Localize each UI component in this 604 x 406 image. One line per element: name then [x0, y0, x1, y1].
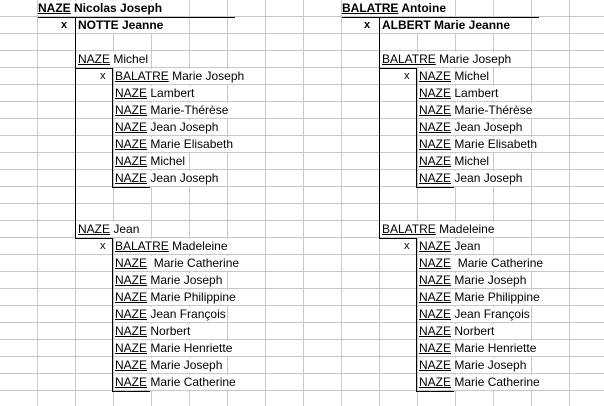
side-right-branch1-children-line [416, 85, 417, 188]
given-name: Jean Joseph [150, 171, 219, 185]
side-left-branch2-head[interactable] [78, 222, 139, 237]
surname: NAZE [115, 154, 148, 168]
given-name: Marie Elisabeth [454, 137, 538, 151]
surname: NAZE [115, 103, 148, 117]
side-right-branch2-child-6[interactable] [419, 358, 526, 373]
given-name: Marie Henriette [454, 341, 537, 355]
side-right-branch1-children-end-line [416, 187, 454, 188]
given-name: Marie-Thérèse [454, 103, 533, 117]
surname: NAZE [115, 324, 148, 338]
side-left-branch2-children-line [112, 255, 113, 392]
side-right-branch1-child-4[interactable] [419, 154, 489, 169]
given-name: Norbert [454, 324, 495, 338]
side-left-branch1-head-underline [75, 68, 113, 69]
side-left-branch1-child-0[interactable] [115, 86, 194, 101]
side-right-head[interactable] [342, 1, 446, 16]
given-name: Marie Joseph [172, 69, 245, 83]
side-left-branch2-head-underline [75, 238, 113, 239]
given-name: Jean Joseph [454, 120, 523, 134]
side-right-branch2-child-7[interactable] [419, 375, 540, 390]
side-right-branch2-connector-line [416, 238, 417, 256]
given-name: Marie Joseph [439, 52, 512, 66]
given-name: Marie Philippine [454, 290, 540, 304]
side-left-branch2-child-6[interactable] [115, 358, 222, 373]
surname: NAZE [115, 375, 148, 389]
given-name: Michel [150, 154, 186, 168]
given-name: Marie Joseph [150, 358, 223, 372]
side-left-branch2-child-4[interactable] [115, 324, 190, 339]
surname: NAZE [115, 171, 148, 185]
side-right-branch1-child-3[interactable] [419, 137, 537, 152]
surname: NAZE [115, 358, 148, 372]
surname: BALATRE [115, 69, 169, 83]
side-left-branch1-children-line [112, 85, 113, 188]
side-left-branch1-connector-line [112, 68, 113, 86]
given-name: Michel [113, 52, 149, 66]
side-left-branch1-children-end-line [112, 187, 150, 188]
side-left-branch2-child-0[interactable] [115, 256, 239, 271]
given-name: Marie Henriette [150, 341, 233, 355]
surname: NAZE [419, 358, 452, 372]
given-name: Madeleine [439, 222, 495, 236]
surname: NAZE [419, 324, 452, 338]
surname: NAZE [419, 120, 452, 134]
surname: NAZE [419, 69, 452, 83]
surname: NAZE [419, 103, 452, 117]
given-name: Marie Joseph [454, 273, 527, 287]
side-right-branch1-spouse[interactable] [419, 69, 489, 84]
surname: NAZE [115, 137, 148, 151]
side-left-trunk-line [75, 18, 76, 238]
side-right-branch2-child-0[interactable] [419, 256, 543, 271]
surname: NAZE [419, 86, 452, 100]
surname: NAZE [419, 375, 452, 389]
given-name: Michel [454, 69, 490, 83]
side-right-branch2-head[interactable] [382, 222, 495, 237]
side-right-branch1-child-1[interactable] [419, 103, 532, 118]
surname: NAZE [115, 273, 148, 287]
surname: NAZE [419, 137, 452, 151]
given-name: Antoine [401, 1, 446, 15]
side-right-branch1-child-2[interactable] [419, 120, 522, 135]
surname: BALATRE [342, 1, 399, 15]
side-right-branch2-children-line [416, 255, 417, 392]
side-left-branch2-child-3[interactable] [115, 307, 226, 322]
surname: NAZE [419, 341, 452, 355]
side-left-branch1-spouse-mark: x [100, 70, 106, 82]
side-right-branch2-spouse-mark: x [404, 240, 410, 252]
given-name: Jean François [150, 307, 226, 321]
surname: NAZE [419, 290, 452, 304]
surname: NAZE [419, 273, 452, 287]
given-name: Jean [454, 239, 481, 253]
side-left-branch2-spouse[interactable] [115, 239, 228, 254]
given-name: Madeleine [172, 239, 228, 253]
side-right-branch2-head-underline [379, 238, 417, 239]
given-name: Marie Catherine [150, 375, 236, 389]
given-name: Marie Catherine [150, 256, 240, 270]
side-right-branch1-connector-line [416, 68, 417, 86]
given-name: Lambert [150, 86, 195, 100]
surname: NAZE [78, 52, 111, 66]
side-left-branch2-child-1[interactable] [115, 273, 222, 288]
side-right-branch2-children-end-line [416, 391, 454, 392]
side-right-branch1-spouse-mark: x [404, 70, 410, 82]
surname: NAZE [115, 307, 148, 321]
side-left-branch1-child-2[interactable] [115, 120, 218, 135]
side-left-branch2-children-end-line [112, 391, 150, 392]
given-name: Jean Joseph [150, 120, 219, 134]
side-right-branch2-child-4[interactable] [419, 324, 494, 339]
surname: NAZE [115, 86, 148, 100]
surname: NAZE [419, 171, 452, 185]
given-name: Lambert [454, 86, 499, 100]
side-left-branch2-child-2[interactable] [115, 290, 236, 305]
surname: BALATRE [382, 222, 436, 236]
side-left-branch2-spouse-mark: x [100, 240, 106, 252]
side-right-branch1-head[interactable] [382, 52, 511, 67]
side-right-branch1-child-0[interactable] [419, 86, 498, 101]
side-right-branch2-child-5[interactable] [419, 341, 536, 356]
side-left-branch1-spouse[interactable] [115, 69, 244, 84]
given-name: Marie Elisabeth [150, 137, 234, 151]
given-name: Jean François [454, 307, 530, 321]
given-name: Marie Catherine [454, 256, 544, 270]
side-left-branch2-child-7[interactable] [115, 375, 236, 390]
surname: NAZE [419, 307, 452, 321]
surname: BALATRE [382, 52, 436, 66]
surname: NAZE [419, 154, 452, 168]
surname: BALATRE [115, 239, 169, 253]
given-name: Marie Philippine [150, 290, 236, 304]
surname: NAZE [419, 256, 452, 270]
side-left-head[interactable] [38, 1, 162, 16]
side-right-branch2-spouse[interactable] [419, 239, 480, 254]
side-right-branch2-child-1[interactable] [419, 273, 526, 288]
side-right-spouse-mark: x [364, 19, 371, 31]
side-right-spouse-name: ALBERT Marie Jeanne [382, 18, 511, 32]
side-left-spouse-name: NOTTE Jeanne [78, 18, 164, 32]
side-right-branch1-head-underline [379, 68, 417, 69]
surname: NAZE [38, 1, 71, 15]
surname: NAZE [115, 290, 148, 304]
surname: NAZE [78, 222, 111, 236]
side-left-branch2-connector-line [112, 238, 113, 256]
surname: NAZE [419, 239, 452, 253]
given-name: Norbert [150, 324, 191, 338]
side-right-branch2-child-3[interactable] [419, 307, 530, 322]
given-name: Michel [454, 154, 490, 168]
given-name: Marie-Thérèse [150, 103, 229, 117]
side-left-branch1-child-1[interactable] [115, 103, 228, 118]
given-name: Marie Joseph [454, 358, 527, 372]
given-name: Marie Joseph [150, 273, 223, 287]
given-name: Marie Catherine [454, 375, 540, 389]
side-left-branch1-child-5[interactable] [115, 171, 218, 186]
given-name: Nicolas Joseph [74, 1, 163, 15]
surname: NAZE [115, 120, 148, 134]
surname: NAZE [115, 341, 148, 355]
side-left-branch1-child-4[interactable] [115, 154, 185, 169]
surname: NAZE [115, 256, 148, 270]
side-right-branch1-child-5[interactable] [419, 171, 522, 186]
side-left-branch2-child-5[interactable] [115, 341, 232, 356]
given-name: Jean [113, 222, 140, 236]
given-name: Jean Joseph [454, 171, 523, 185]
side-left-branch1-head[interactable] [78, 52, 148, 67]
side-left-branch1-child-3[interactable] [115, 137, 233, 152]
side-left-spouse-mark: x [61, 19, 68, 31]
side-right-branch2-child-2[interactable] [419, 290, 540, 305]
side-right-trunk-line [379, 18, 380, 238]
